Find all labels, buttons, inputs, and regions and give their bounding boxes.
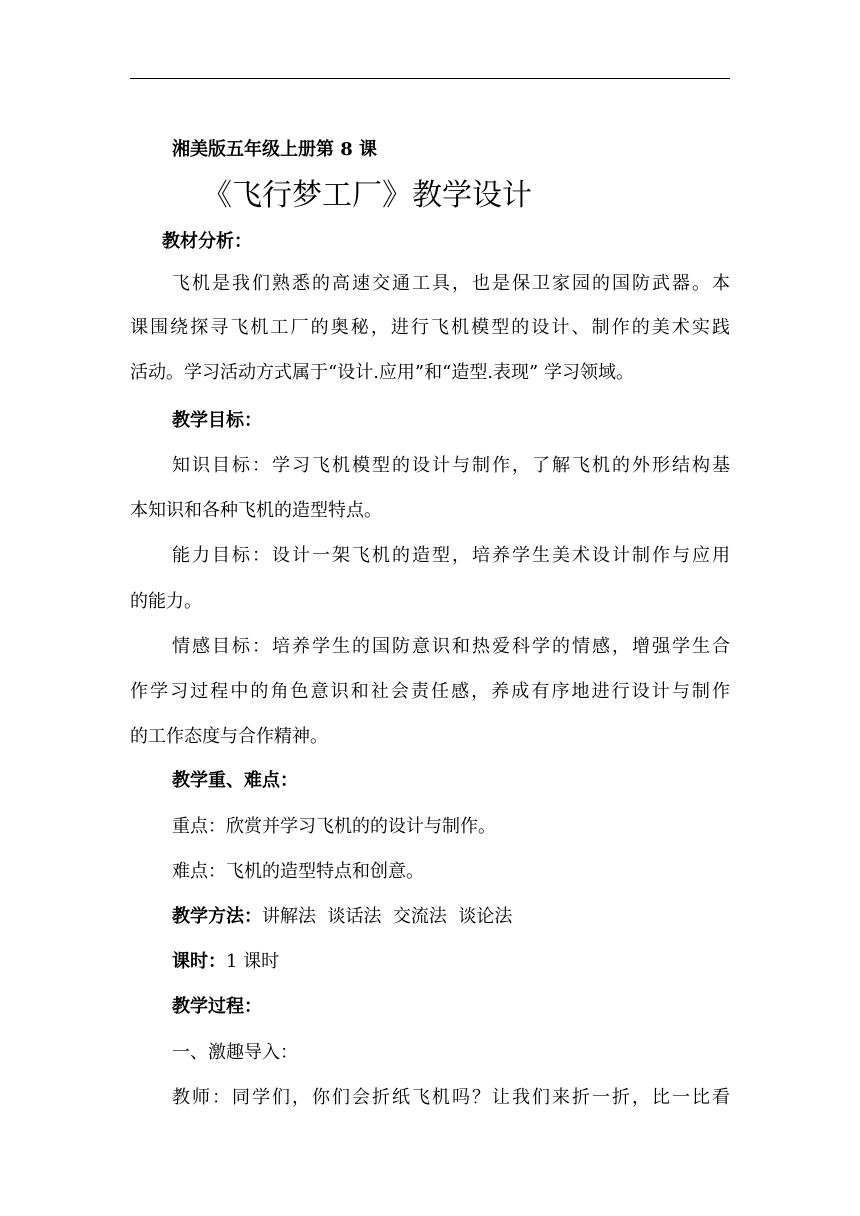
methods-label: 教学方法：: [172, 906, 262, 927]
hours-label: 课时：: [172, 951, 226, 972]
keypoints-heading: 教学重、难点：: [172, 770, 298, 791]
teaching-methods: [172, 904, 512, 930]
knowledge-goal-line-1: 知识目标：学习飞机模型的设计与制作，了解飞机的外形结构基: [172, 455, 730, 476]
analysis-line-3: 活动。学习活动方式属于“设计.应用”和“造型.表现” 学习领域。: [130, 362, 634, 383]
ability-goal-line-2: 的能力。: [130, 591, 202, 612]
emotion-goal-line-1: 情感目标：培养学生的国防意识和热爱科学的情感，增强学生合: [172, 636, 730, 657]
class-hours: [172, 949, 279, 975]
analysis-line-2: 课围绕探寻飞机工厂的奥秘，进行飞机模型的设计、制作的美术实践: [130, 317, 730, 338]
difficult-point: 难点：飞机的造型特点和创意。: [172, 861, 424, 882]
knowledge-goal-line-2: 本知识和各种飞机的造型特点。: [130, 500, 382, 521]
course-subtitle: 湘美版五年级上册第 8 课: [172, 139, 378, 160]
hours-value: 1 课时: [226, 951, 280, 972]
methods-value: 讲解法 谈话法 交流法 谈论法: [262, 906, 513, 927]
teacher-line: 教师：同学们，你们会折纸飞机吗？让我们来折一折，比一比看: [172, 1087, 730, 1108]
ability-goal-line-1: 能力目标：设计一架飞机的造型，培养学生美术设计制作与应用: [172, 545, 730, 566]
goals-heading: 教学目标：: [172, 410, 262, 431]
emotion-goal-line-2: 作学习过程中的角色意识和社会责任感，养成有序地进行设计与制作: [130, 681, 730, 702]
emotion-goal-line-3: 的工作态度与合作精神。: [130, 726, 328, 747]
key-point: 重点：欣赏并学习飞机的的设计与制作。: [172, 816, 496, 837]
document-title: 《飞行梦工厂》教学设计: [202, 178, 532, 213]
analysis-heading: 教材分析：: [162, 231, 252, 252]
process-heading: 教学过程：: [172, 996, 262, 1017]
analysis-line-1: 飞机是我们熟悉的高速交通工具，也是保卫家园的国防武器。本: [172, 273, 730, 294]
step1-heading: 一、激趣导入：: [172, 1042, 298, 1063]
header-rule: [130, 78, 730, 79]
